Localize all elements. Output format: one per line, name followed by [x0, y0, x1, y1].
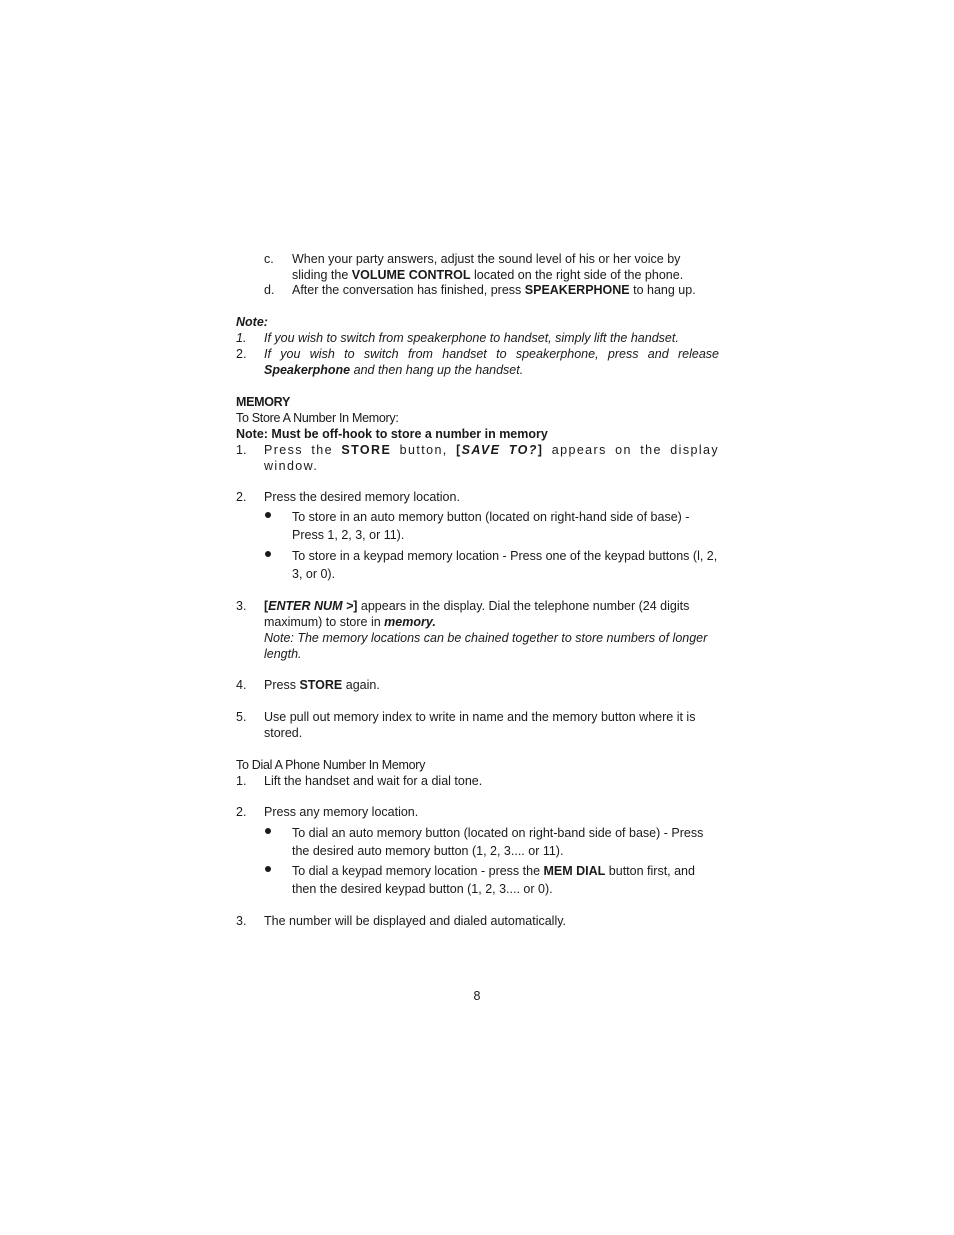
note-item: 1. If you wish to switch from speakerphone to handset, simply lift the handset.: [236, 331, 679, 345]
bullet-icon: [264, 824, 292, 860]
step-text: When your party answers, adjust the sound level of his or her voice by sliding the VOLUME CONTROL located on the right side of the phone.: [292, 252, 684, 282]
chain-note: Note: The memory locations can be chained together to store numbers of longer length.: [264, 631, 708, 661]
dial-bullet-1: To dial an auto memory button (located on right-band side of base) - Press the desired auto memory button (1, 2, 3.... or 11).: [236, 824, 719, 860]
store-bullet-2: To store in a keypad memory location - Press one of the keypad buttons (l, 2, 3, or 0).: [236, 547, 719, 583]
step-c: [236, 251, 719, 283]
store-note: Note: Must be off-hook to store a number in memory: [236, 427, 548, 441]
dial-step-2: 2. Press any memory location.: [236, 805, 419, 819]
store-step-1: 1. Press the STORE button, [SAVE TO?] appears on the display window.: [236, 443, 719, 473]
memory-section: [236, 394, 719, 474]
step-marker: c.: [264, 252, 274, 266]
speakerphone-label: SPEAKERPHONE: [524, 283, 630, 297]
note-heading: Note:: [236, 315, 268, 329]
step-d: [236, 282, 719, 298]
dial-subheading: To Dial A Phone Number In Memory: [236, 758, 426, 772]
dial-step-3: 3. The number will be displayed and dialed automatically.: [236, 914, 567, 928]
store-subheading: To Store A Number In Memory:: [236, 411, 399, 425]
bullet-icon: [264, 547, 292, 583]
dial-bullet-2: To dial a keypad memory location - press the MEM DIAL button first, and then the desired keypad button (1, 2, 3.... or 0).: [236, 862, 719, 898]
bullet-icon: [264, 508, 292, 544]
store-step-4: 4. Press STORE again.: [236, 678, 380, 692]
step-text: After the conversation has finished, press SPEAKERPHONE to hang up.: [292, 283, 696, 297]
memory-heading: MEMORY: [236, 395, 290, 409]
store-step-3: 3. [ENTER NUM >] appears in the display. Dial the telephone number (24 digits maximum) to store in memory. Note: The memory locations can be chained together to store numbers of longer length.: [236, 599, 708, 661]
bullet-icon: [264, 862, 292, 898]
note-item: 2. If you wish to switch from handset to speakerphone, press and release Speakerphone and then hang up the handset.: [236, 347, 719, 377]
step-marker: d.: [264, 283, 275, 297]
volume-control-label: VOLUME CONTROL: [351, 268, 471, 282]
page-number: 8: [473, 989, 481, 1003]
dial-step-1: 1. Lift the handset and wait for a dial tone.: [236, 774, 483, 788]
store-step-5: 5. Use pull out memory index to write in name and the memory button where it is stored.: [236, 710, 696, 740]
note-section: [236, 314, 719, 378]
store-bullet-1: To store in an auto memory button (located on right-hand side of base) - Press 1, 2, 3, or 11).: [236, 508, 719, 544]
dial-section: [236, 757, 719, 789]
store-step-2: 2. Press the desired memory location.: [236, 490, 460, 504]
